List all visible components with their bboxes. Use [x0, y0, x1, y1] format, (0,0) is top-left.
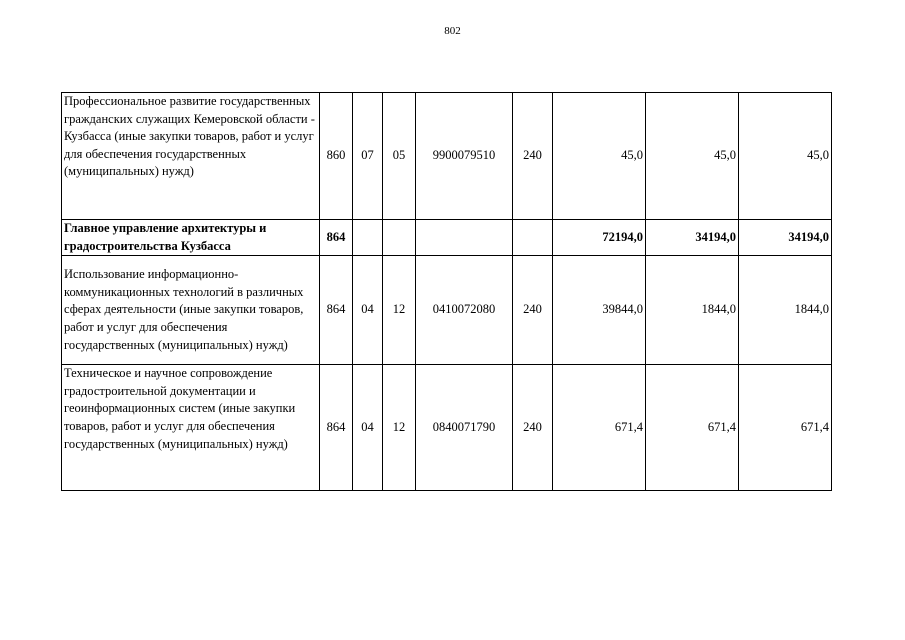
row-description: Использование информационно-коммуникационных технологий в различных сферах деятельности (иные закупки товаров, работ и услуг для обеспечения государственных (муниципальных) нужд) [62, 256, 320, 365]
amount-year-3: 671,4 [739, 365, 832, 491]
section-code: 04 [353, 365, 383, 491]
section-code: 07 [353, 93, 383, 220]
amount-year-3: 45,0 [739, 93, 832, 220]
amount-year-2: 34194,0 [646, 220, 739, 256]
amount-year-1: 45,0 [553, 93, 646, 220]
table-row [62, 256, 832, 365]
target-article-code: 9900079510 [416, 93, 513, 220]
amount-year-2: 671,4 [646, 365, 739, 491]
expense-type-code [513, 220, 553, 256]
ministry-code: 864 [320, 365, 353, 491]
target-article-code: 0410072080 [416, 256, 513, 365]
row-description: Техническое и научное сопровождение градостроительной документации и геоинформационных систем (иные закупки товаров, работ и услуг для обеспечения государственных (муниципальных) нужд) [62, 365, 320, 491]
expense-type-code: 240 [513, 365, 553, 491]
table-row [62, 365, 832, 491]
subsection-code: 05 [383, 93, 416, 220]
amount-year-1: 39844,0 [553, 256, 646, 365]
table-row [62, 93, 832, 220]
expense-type-code: 240 [513, 256, 553, 365]
expense-type-code: 240 [513, 93, 553, 220]
target-article-code: 0840071790 [416, 365, 513, 491]
amount-year-1: 72194,0 [553, 220, 646, 256]
section-code [353, 220, 383, 256]
target-article-code [416, 220, 513, 256]
ministry-code: 864 [320, 220, 353, 256]
subsection-code: 12 [383, 365, 416, 491]
amount-year-2: 45,0 [646, 93, 739, 220]
page-number: 802 [444, 25, 461, 37]
table-row [62, 220, 832, 256]
subsection-code: 12 [383, 256, 416, 365]
ministry-code: 864 [320, 256, 353, 365]
row-description: Профессиональное развитие государственных гражданских служащих Кемеровской области - Кузбасса (иные закупки товаров, работ и услуг для обеспечения государственных (муниципальных) нужд) [62, 93, 320, 220]
amount-year-1: 671,4 [553, 365, 646, 491]
amount-year-3: 1844,0 [739, 256, 832, 365]
row-description: Главное управление архитектуры и градостроительства Кузбасса [62, 220, 320, 256]
budget-table [61, 92, 832, 491]
amount-year-3: 34194,0 [739, 220, 832, 256]
section-code: 04 [353, 256, 383, 365]
amount-year-2: 1844,0 [646, 256, 739, 365]
subsection-code [383, 220, 416, 256]
ministry-code: 860 [320, 93, 353, 220]
